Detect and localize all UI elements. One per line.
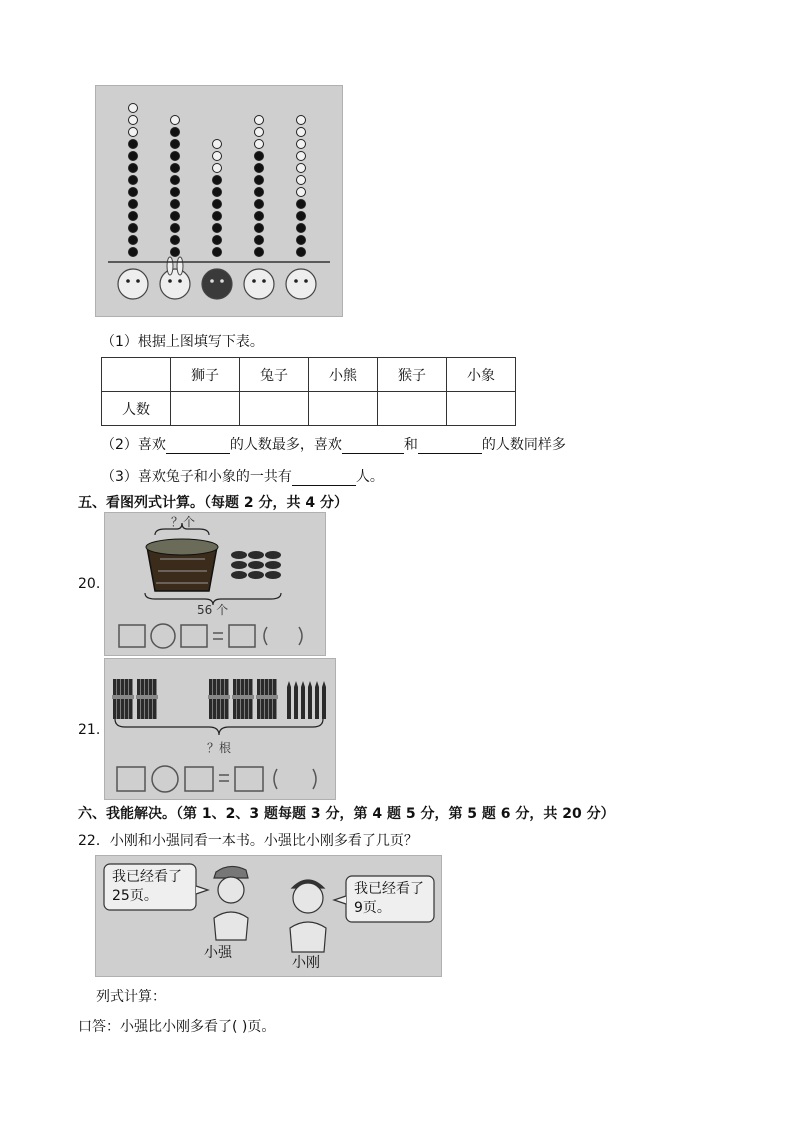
bead-filled: [213, 248, 222, 257]
bead-filled: [171, 236, 180, 245]
bead-filled: [213, 224, 222, 233]
bead-hollow: [255, 140, 264, 149]
bead-filled: [171, 248, 180, 257]
bead-filled: [129, 140, 138, 149]
question-20-number: 20.: [78, 576, 101, 592]
bead-hollow: [129, 116, 138, 125]
monkey-icon: [244, 269, 274, 299]
table-cell-bear[interactable]: [309, 392, 378, 426]
bead-filled: [213, 236, 222, 245]
table-header-empty: [102, 358, 171, 392]
tally-bead-figure: [95, 85, 343, 317]
bead-filled: [297, 224, 306, 233]
stick-bundle-icon: [136, 679, 158, 719]
bead-hollow: [255, 116, 264, 125]
formula-boxes: [117, 766, 316, 792]
bead-filled: [171, 176, 180, 185]
table-header-rabbit: 兔子: [240, 358, 309, 392]
lion-icon: [118, 269, 148, 299]
table-header-lion: 狮子: [171, 358, 240, 392]
basket-graphic: [105, 513, 325, 655]
bead-filled: [255, 188, 264, 197]
bead-filled: [171, 152, 180, 161]
bead-filled: [171, 164, 180, 173]
bead-filled: [213, 188, 222, 197]
boy-xiaogang-icon: [290, 880, 326, 952]
bead-hollow: [297, 128, 306, 137]
answer-text: 口答：小强比小刚多看了( )页。: [78, 1019, 276, 1035]
q3-part1: （3）喜欢兔子和小象的一共有: [101, 469, 292, 485]
q3-part2: 人。: [355, 469, 384, 485]
table-header-bear: 小熊: [309, 358, 378, 392]
bead-filled: [213, 176, 222, 185]
bead-filled: [129, 188, 138, 197]
bead-filled: [129, 164, 138, 173]
bead-filled: [171, 128, 180, 137]
sticks-figure: [104, 658, 336, 800]
bead-filled: [297, 248, 306, 257]
single-stick-icon: [287, 687, 291, 719]
bead-hollow: [213, 140, 222, 149]
formula-boxes: [119, 624, 302, 648]
bead-hollow: [297, 176, 306, 185]
section-6-title: 六、我能解决。（第 1、2、3 题每题 3 分，第 4 题 5 分，第 5 题 6 分，共 20 分）: [78, 806, 615, 822]
bead-filled: [255, 248, 264, 257]
bead-filled: [255, 236, 264, 245]
single-stick-icon: [308, 687, 312, 719]
bead-filled: [129, 176, 138, 185]
basket-figure: [104, 512, 326, 656]
q21-bottom-label: ？根: [207, 741, 232, 755]
bead-filled: [171, 188, 180, 197]
table-header-monkey: 猴子: [378, 358, 447, 392]
reading-figure: [95, 855, 442, 977]
bead-hollow: [213, 164, 222, 173]
table-cell-monkey[interactable]: [378, 392, 447, 426]
q2-blank-1[interactable]: [166, 439, 230, 454]
table-header-elephant: 小象: [447, 358, 516, 392]
stick-bundle-icon: [256, 679, 278, 719]
boy-xiaoqiang-icon: [214, 866, 248, 940]
bead-filled: [255, 176, 264, 185]
bead-hollow: [297, 188, 306, 197]
bead-hollow: [255, 128, 264, 137]
bead-filled: [171, 140, 180, 149]
table-cell-elephant[interactable]: [447, 392, 516, 426]
bear-icon: [202, 269, 232, 299]
bead-hollow: [129, 104, 138, 113]
q2-blank-2[interactable]: [342, 439, 404, 454]
bead-filled: [213, 200, 222, 209]
single-stick-icon: [294, 687, 298, 719]
q3-blank[interactable]: [292, 471, 356, 486]
tally-table: [101, 357, 516, 426]
q20-bottom-label: 56 个: [197, 603, 229, 617]
bead-filled: [129, 236, 138, 245]
bead-filled: [255, 224, 264, 233]
question-3-text: [101, 466, 384, 486]
bead-filled: [129, 248, 138, 257]
stick-bundle-icon: [232, 679, 254, 719]
bead-hollow: [129, 128, 138, 137]
table-row-label: 人数: [102, 392, 171, 426]
basket-icon: [146, 539, 218, 591]
sticks-graphic: [105, 659, 335, 799]
q20-top-label: ？个: [171, 515, 196, 529]
bead-hollow: [297, 152, 306, 161]
bead-hollow: [297, 116, 306, 125]
bead-filled: [129, 200, 138, 209]
bead-filled: [255, 164, 264, 173]
name-xiaogang: 小刚: [292, 955, 320, 971]
bubble-right-text: 我已经看了9页。: [354, 881, 424, 916]
bead-filled: [171, 212, 180, 221]
q2-part1: （2）喜欢: [101, 437, 166, 453]
question-2-text: [101, 434, 566, 454]
bead-hollow: [297, 164, 306, 173]
bubble-left-text: 我已经看了25页。: [112, 869, 182, 904]
elephant-icon: [286, 269, 316, 299]
single-stick-icon: [301, 687, 305, 719]
q2-part3: 和: [403, 437, 418, 453]
bead-filled: [129, 224, 138, 233]
bead-filled: [297, 212, 306, 221]
name-xiaoqiang: 小强: [204, 945, 232, 961]
bead-filled: [129, 152, 138, 161]
bead-filled: [213, 212, 222, 221]
bead-filled: [171, 200, 180, 209]
stick-bundle-icon: [112, 679, 134, 719]
bead-filled: [171, 224, 180, 233]
table-cell-lion[interactable]: [171, 392, 240, 426]
bead-filled: [255, 152, 264, 161]
single-stick-icon: [315, 687, 319, 719]
q2-part2: 的人数最多，喜欢: [229, 437, 342, 453]
bead-filled: [255, 200, 264, 209]
bead-filled: [255, 212, 264, 221]
bead-columns-graphic: [96, 86, 342, 316]
bead-hollow: [213, 152, 222, 161]
fruit-group-icon: [231, 551, 281, 579]
rabbit-icon: [160, 257, 190, 299]
q2-part4: 的人数同样多: [481, 437, 566, 453]
bead-filled: [297, 236, 306, 245]
question-21-number: 21.: [78, 722, 101, 738]
bead-hollow: [171, 116, 180, 125]
stick-bundle-icon: [208, 679, 230, 719]
table-cell-rabbit[interactable]: [240, 392, 309, 426]
formula-label: 列式计算：: [96, 989, 166, 1005]
single-stick-icon: [322, 687, 326, 719]
bead-filled: [297, 200, 306, 209]
bead-hollow: [297, 140, 306, 149]
q2-blank-3[interactable]: [418, 439, 482, 454]
bead-filled: [129, 212, 138, 221]
question-1-text: （1）根据上图填写下表。: [101, 334, 264, 350]
section-5-title: 五、看图列式计算。（每题 2 分，共 4 分）: [78, 495, 348, 511]
question-22-text: 22．小刚和小强同看一本书。小强比小刚多看了几页？: [78, 833, 418, 849]
